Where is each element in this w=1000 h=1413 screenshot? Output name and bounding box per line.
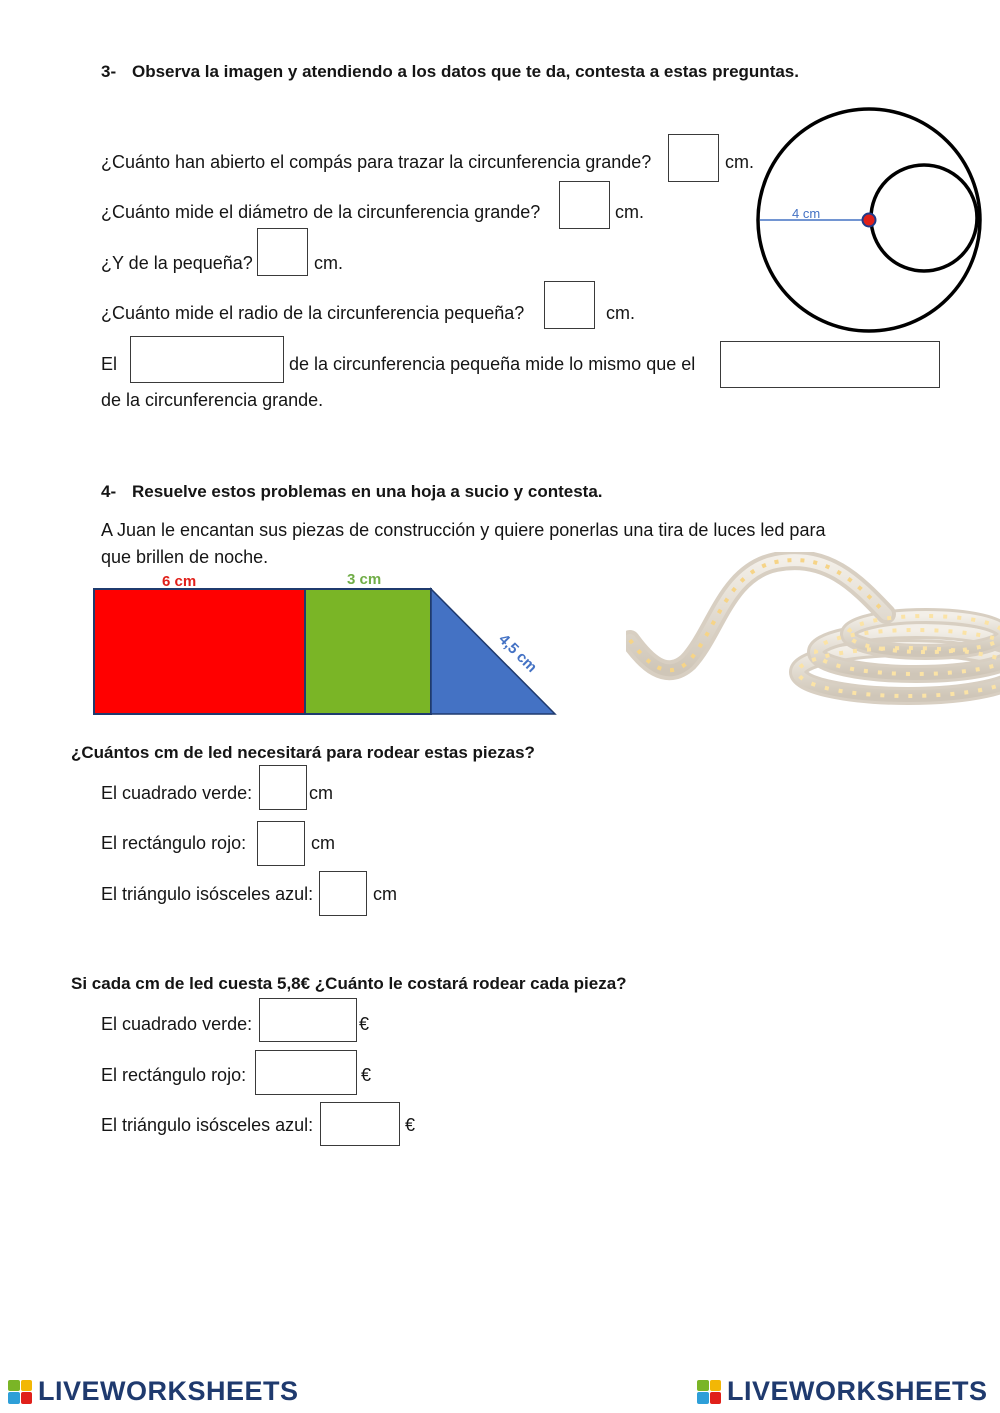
b-row-red-label: El rectángulo rojo: [101, 1065, 247, 1085]
section4-number: 4- [101, 482, 117, 501]
logo-right [697, 1376, 988, 1407]
section3-number: 3- [101, 62, 117, 81]
q5-answer-input-2[interactable] [721, 342, 939, 387]
q5-answer-input-1[interactable] [131, 337, 283, 382]
liveworksheets-logo-icon [697, 1380, 721, 1404]
q5-middle: de la circunferencia pequeña mide lo mismo que el [289, 354, 696, 374]
a-row-green-box[interactable] [259, 765, 307, 810]
q1-text: ¿Cuánto han abierto el compás para trazar la circunferencia grande? [101, 152, 652, 172]
a-row-blue-input[interactable] [320, 872, 366, 915]
center-point [863, 214, 876, 227]
b-row-green-unit: € [359, 1014, 370, 1034]
b-row-blue-unit: € [405, 1115, 416, 1135]
a-row-green-label: El cuadrado verde: [101, 783, 253, 803]
red-label: 6 cm [162, 573, 197, 590]
q3-unit: cm. [314, 253, 343, 273]
q1-answer-input[interactable] [669, 135, 718, 181]
a-row-red-input[interactable] [258, 822, 304, 865]
q4-text: ¿Cuánto mide el radio de la circunferencia pequeña? [101, 303, 525, 323]
a-row-blue-unit: cm [373, 884, 397, 904]
circles-figure [752, 100, 988, 336]
question-b: Si cada cm de led cuesta 5,8€ ¿Cuánto le costará rodear cada pieza? [71, 974, 627, 993]
shapes-figure [88, 566, 563, 720]
led-strip-image [626, 552, 1000, 712]
section3-heading: Observa la imagen y atendiendo a los datos que te da, contesta a estas preguntas. [132, 62, 799, 81]
b-row-red-box[interactable] [255, 1050, 357, 1095]
a-row-green-input[interactable] [260, 766, 306, 809]
question-a: ¿Cuántos cm de led necesitará para rodear estas piezas? [71, 743, 535, 762]
q1-unit: cm. [725, 152, 754, 172]
blue-triangle [431, 589, 555, 714]
q1-answer-box[interactable] [668, 134, 719, 182]
q2-answer-input[interactable] [560, 182, 609, 228]
a-row-green-unit: cm [309, 783, 333, 803]
green-label: 3 cm [347, 571, 382, 588]
radius-label: 4 cm [792, 206, 821, 221]
liveworksheets-logo-icon [8, 1380, 32, 1404]
b-row-red-unit: € [361, 1065, 372, 1085]
b-row-blue-input[interactable] [321, 1103, 399, 1145]
small-circle [871, 165, 977, 271]
b-row-blue-label: El triángulo isósceles azul: [101, 1115, 314, 1135]
b-row-green-box[interactable] [259, 998, 357, 1042]
a-row-red-label: El rectángulo rojo: [101, 833, 247, 853]
red-rectangle [94, 589, 305, 714]
b-row-red-input[interactable] [256, 1051, 356, 1094]
logo-right-text: LIVEWORKSHEETS [727, 1376, 988, 1406]
a-row-red-unit: cm [311, 833, 335, 853]
logo-left-text: LIVEWORKSHEETS [38, 1376, 299, 1406]
logo-left [8, 1376, 299, 1407]
b-row-green-input[interactable] [260, 999, 356, 1041]
q3-answer-box[interactable] [257, 228, 308, 276]
green-square [305, 589, 431, 714]
b-row-green-label: El cuadrado verde: [101, 1014, 253, 1034]
q3-text: ¿Y de la pequeña? [101, 253, 253, 273]
q4-unit: cm. [606, 303, 635, 323]
intro-line-1: A Juan le encantan sus piezas de construcción y quiere ponerlas una tira de luces led para [101, 520, 826, 540]
q4-answer-box[interactable] [544, 281, 595, 329]
q5-answer-box-1[interactable] [130, 336, 284, 383]
blue-label: 4,5 cm [495, 630, 541, 676]
intro-line-2: que brillen de noche. [101, 547, 269, 567]
q3-answer-input[interactable] [258, 229, 307, 275]
a-row-blue-box[interactable] [319, 871, 367, 916]
q4-answer-input[interactable] [545, 282, 594, 328]
q5-suffix: de la circunferencia grande. [101, 390, 324, 410]
q5-answer-box-2[interactable] [720, 341, 940, 388]
b-row-blue-box[interactable] [320, 1102, 400, 1146]
section4-heading: Resuelve estos problemas en una hoja a sucio y contesta. [132, 482, 603, 501]
q2-unit: cm. [615, 202, 644, 222]
q2-text: ¿Cuánto mide el diámetro de la circunferencia grande? [101, 202, 541, 222]
q2-answer-box[interactable] [559, 181, 610, 229]
q5-prefix: El [101, 354, 118, 374]
a-row-red-box[interactable] [257, 821, 305, 866]
a-row-blue-label: El triángulo isósceles azul: [101, 884, 314, 904]
